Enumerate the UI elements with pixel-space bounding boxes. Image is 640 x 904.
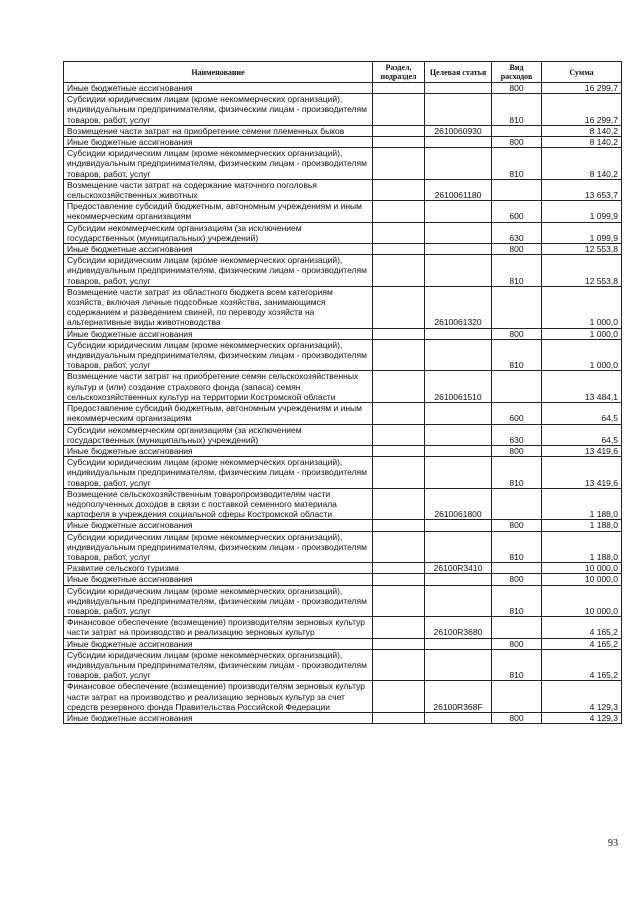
cell-target — [425, 531, 492, 563]
table-row — [64, 585, 622, 617]
cell-target — [425, 148, 492, 180]
cell-sum: 8 140,2 — [542, 148, 622, 180]
table-row — [64, 445, 622, 456]
cell-name: Субсидии юридическим лицам (кроме некоммерческих организаций), индивидуальным предпринимателям, физическим лицам - производителям товаров, работ, услуг — [64, 457, 373, 489]
cell-target: 2610060930 — [425, 125, 492, 136]
cell-kind: 800 — [492, 137, 542, 148]
cell-sum: 13 419,6 — [542, 445, 622, 456]
cell-kind: 810 — [492, 649, 542, 681]
cell-section — [373, 424, 425, 445]
cell-target — [425, 244, 492, 255]
cell-kind: 810 — [492, 148, 542, 180]
cell-kind: 800 — [492, 244, 542, 255]
cell-section — [373, 137, 425, 148]
cell-kind — [492, 371, 542, 403]
cell-name: Иные бюджетные ассигнования — [64, 712, 373, 723]
cell-kind — [492, 488, 542, 520]
cell-target — [425, 445, 492, 456]
cell-section — [373, 328, 425, 339]
cell-sum: 13 653,7 — [542, 179, 622, 200]
cell-section — [373, 222, 425, 243]
table-row — [64, 520, 622, 531]
cell-sum: 8 140,2 — [542, 137, 622, 148]
cell-sum: 10 000,0 — [542, 574, 622, 585]
cell-sum: 4 165,2 — [542, 617, 622, 638]
table-row — [64, 457, 622, 489]
cell-section — [373, 574, 425, 585]
cell-target: 26100R368F — [425, 681, 492, 713]
cell-name: Субсидии юридическим лицам (кроме некоммерческих организаций), индивидуальным предпринимателям, физическим лицам - производителям товаров, работ, услуг — [64, 531, 373, 563]
cell-target — [425, 328, 492, 339]
cell-name: Развитие сельского туризма — [64, 563, 373, 574]
cell-kind — [492, 563, 542, 574]
cell-target — [425, 712, 492, 723]
cell-kind: 800 — [492, 574, 542, 585]
cell-name: Субсидии юридическим лицам (кроме некоммерческих организаций), индивидуальным предпринимателям, физическим лицам - производителям товаров, работ, услуг — [64, 255, 373, 287]
cell-sum: 12 553,8 — [542, 255, 622, 287]
table-row — [64, 179, 622, 200]
cell-sum: 10 000,0 — [542, 585, 622, 617]
cell-target — [425, 137, 492, 148]
cell-sum: 13 419,6 — [542, 457, 622, 489]
table-row — [64, 617, 622, 638]
cell-section — [373, 125, 425, 136]
table-row — [64, 94, 622, 126]
cell-kind: 810 — [492, 531, 542, 563]
table-row — [64, 681, 622, 713]
cell-section — [373, 244, 425, 255]
cell-sum: 1 188,0 — [542, 531, 622, 563]
table-row — [64, 137, 622, 148]
table-row — [64, 339, 622, 371]
cell-section — [373, 638, 425, 649]
cell-section — [373, 531, 425, 563]
cell-section — [373, 179, 425, 200]
cell-target — [425, 574, 492, 585]
cell-section — [373, 649, 425, 681]
cell-section — [373, 712, 425, 723]
cell-sum: 1 188,0 — [542, 520, 622, 531]
cell-kind: 800 — [492, 520, 542, 531]
cell-name: Субсидии юридическим лицам (кроме некоммерческих организаций), индивидуальным предпринимателям, физическим лицам - производителям товаров, работ, услуг — [64, 148, 373, 180]
cell-sum: 64,5 — [542, 424, 622, 445]
cell-section — [373, 201, 425, 222]
cell-sum: 1 099,9 — [542, 222, 622, 243]
table-row — [64, 574, 622, 585]
table-row — [64, 148, 622, 180]
cell-name: Возмещение сельскохозяйственным товаропроизводителям части недополученных доходов в связи с поставкой семенного материала картофеля в учреждения социальной сферы Костромской области — [64, 488, 373, 520]
page-number: 93 — [608, 838, 618, 849]
cell-section — [373, 681, 425, 713]
cell-name: Иные бюджетные ассигнования — [64, 244, 373, 255]
cell-target: 2610061510 — [425, 371, 492, 403]
table-header-row — [64, 62, 622, 83]
cell-target — [425, 649, 492, 681]
table-row — [64, 286, 622, 328]
cell-sum: 4 165,2 — [542, 649, 622, 681]
cell-kind — [492, 286, 542, 328]
table-row — [64, 649, 622, 681]
table-row — [64, 488, 622, 520]
cell-target — [425, 83, 492, 94]
table-row — [64, 222, 622, 243]
cell-section — [373, 445, 425, 456]
cell-sum: 16 299,7 — [542, 83, 622, 94]
table-row — [64, 371, 622, 403]
cell-section — [373, 520, 425, 531]
cell-sum: 64,5 — [542, 403, 622, 424]
cell-target — [425, 94, 492, 126]
budget-table — [63, 61, 622, 724]
cell-sum: 1 099,9 — [542, 201, 622, 222]
cell-kind: 810 — [492, 339, 542, 371]
cell-sum: 8 140,2 — [542, 125, 622, 136]
cell-target: 26100R3410 — [425, 563, 492, 574]
cell-sum: 13 484,1 — [542, 371, 622, 403]
cell-target — [425, 403, 492, 424]
header-kind: Вид расходов — [492, 62, 542, 83]
cell-section — [373, 488, 425, 520]
cell-kind — [492, 179, 542, 200]
table-row — [64, 328, 622, 339]
cell-kind: 800 — [492, 638, 542, 649]
cell-kind: 810 — [492, 255, 542, 287]
cell-target: 2610061800 — [425, 488, 492, 520]
cell-target — [425, 339, 492, 371]
table-row — [64, 201, 622, 222]
cell-name: Иные бюджетные ассигнования — [64, 328, 373, 339]
cell-target — [425, 520, 492, 531]
cell-target: 26100R3680 — [425, 617, 492, 638]
table-row — [64, 83, 622, 94]
cell-target — [425, 201, 492, 222]
table-row — [64, 255, 622, 287]
cell-name: Возмещение части затрат на приобретение семян сельскохозяйственных культур и (или) создание страхового фонда (запаса) семян сельскохозяйственных культур на территории Костромской области — [64, 371, 373, 403]
cell-name: Иные бюджетные ассигнования — [64, 574, 373, 585]
cell-sum: 16 299,7 — [542, 94, 622, 126]
cell-name: Предоставление субсидий бюджетным, автономным учреждениям и иным некоммерческим организациям — [64, 403, 373, 424]
cell-sum: 4 129,3 — [542, 681, 622, 713]
cell-target — [425, 424, 492, 445]
cell-kind: 630 — [492, 424, 542, 445]
table-row — [64, 531, 622, 563]
cell-name: Возмещение части затрат на содержание маточного поголовья сельскохозяйственных животных — [64, 179, 373, 200]
cell-name: Возмещение части затрат на приобретение семени племенных быков — [64, 125, 373, 136]
table-row — [64, 424, 622, 445]
table-row — [64, 244, 622, 255]
cell-name: Финансовое обеспечение (возмещение) производителям зерновых культур части затрат на производство и реализацию зерновых культур за счет средств резервного фонда Правительства Российской Федерации — [64, 681, 373, 713]
cell-section — [373, 286, 425, 328]
table-row — [64, 403, 622, 424]
cell-name: Субсидии некоммерческим организациям (за исключением государственных (муниципальных) учреждений) — [64, 222, 373, 243]
cell-section — [373, 371, 425, 403]
table-row — [64, 125, 622, 136]
cell-section — [373, 585, 425, 617]
cell-target — [425, 255, 492, 287]
cell-name: Иные бюджетные ассигнования — [64, 445, 373, 456]
cell-kind: 800 — [492, 83, 542, 94]
cell-section — [373, 339, 425, 371]
cell-section — [373, 563, 425, 574]
cell-kind: 600 — [492, 201, 542, 222]
cell-sum: 1 188,0 — [542, 488, 622, 520]
cell-name: Иные бюджетные ассигнования — [64, 520, 373, 531]
table-row — [64, 563, 622, 574]
cell-sum: 1 000,0 — [542, 328, 622, 339]
cell-target — [425, 457, 492, 489]
cell-name: Предоставление субсидий бюджетным, автономным учреждениям и иным некоммерческим организациям — [64, 201, 373, 222]
cell-name: Субсидии юридическим лицам (кроме некоммерческих организаций), индивидуальным предпринимателям, физическим лицам - производителям товаров, работ, услуг — [64, 585, 373, 617]
cell-section — [373, 94, 425, 126]
header-section: Раздел, подраздел — [373, 62, 425, 83]
table-row — [64, 638, 622, 649]
cell-section — [373, 255, 425, 287]
cell-section — [373, 403, 425, 424]
cell-name: Субсидии юридическим лицам (кроме некоммерческих организаций), индивидуальным предпринимателям, физическим лицам - производителям товаров, работ, услуг — [64, 649, 373, 681]
cell-kind: 810 — [492, 457, 542, 489]
cell-target: 2610061180 — [425, 179, 492, 200]
cell-name: Иные бюджетные ассигнования — [64, 137, 373, 148]
cell-sum: 12 553,8 — [542, 244, 622, 255]
cell-sum: 1 000,0 — [542, 286, 622, 328]
cell-name: Иные бюджетные ассигнования — [64, 638, 373, 649]
cell-target — [425, 222, 492, 243]
cell-name: Субсидии некоммерческим организациям (за исключением государственных (муниципальных) учреждений) — [64, 424, 373, 445]
cell-kind — [492, 125, 542, 136]
cell-sum: 10 000,0 — [542, 563, 622, 574]
header-target: Целевая статья — [425, 62, 492, 83]
cell-name: Иные бюджетные ассигнования — [64, 83, 373, 94]
cell-name: Возмещение части затрат из областного бюджета всем категориям хозяйств, включая личные подсобные хозяйства, занимающимся содержанием и разведением свиней, по переводу хозяйств на альтернативные виды животноводства — [64, 286, 373, 328]
cell-kind: 600 — [492, 403, 542, 424]
header-name: Наименование — [64, 62, 373, 83]
cell-section — [373, 83, 425, 94]
cell-target — [425, 638, 492, 649]
header-sum: Сумма — [542, 62, 622, 83]
cell-name: Субсидии юридическим лицам (кроме некоммерческих организаций), индивидуальным предпринимателям, физическим лицам - производителям товаров, работ, услуг — [64, 339, 373, 371]
cell-section — [373, 617, 425, 638]
cell-kind: 800 — [492, 328, 542, 339]
cell-target: 2610061320 — [425, 286, 492, 328]
cell-sum: 4 129,3 — [542, 712, 622, 723]
cell-kind: 800 — [492, 445, 542, 456]
cell-kind: 810 — [492, 94, 542, 126]
table-row — [64, 712, 622, 723]
cell-target — [425, 585, 492, 617]
cell-name: Субсидии юридическим лицам (кроме некоммерческих организаций), индивидуальным предпринимателям, физическим лицам - производителям товаров, работ, услуг — [64, 94, 373, 126]
cell-name: Финансовое обеспечение (возмещение) производителям зерновых культур части затрат на производство и реализацию зерновых культур — [64, 617, 373, 638]
cell-section — [373, 148, 425, 180]
cell-kind — [492, 681, 542, 713]
cell-sum: 1 000,0 — [542, 339, 622, 371]
cell-sum: 4 165,2 — [542, 638, 622, 649]
cell-kind: 810 — [492, 585, 542, 617]
cell-section — [373, 457, 425, 489]
cell-kind — [492, 617, 542, 638]
cell-kind: 800 — [492, 712, 542, 723]
cell-kind: 630 — [492, 222, 542, 243]
